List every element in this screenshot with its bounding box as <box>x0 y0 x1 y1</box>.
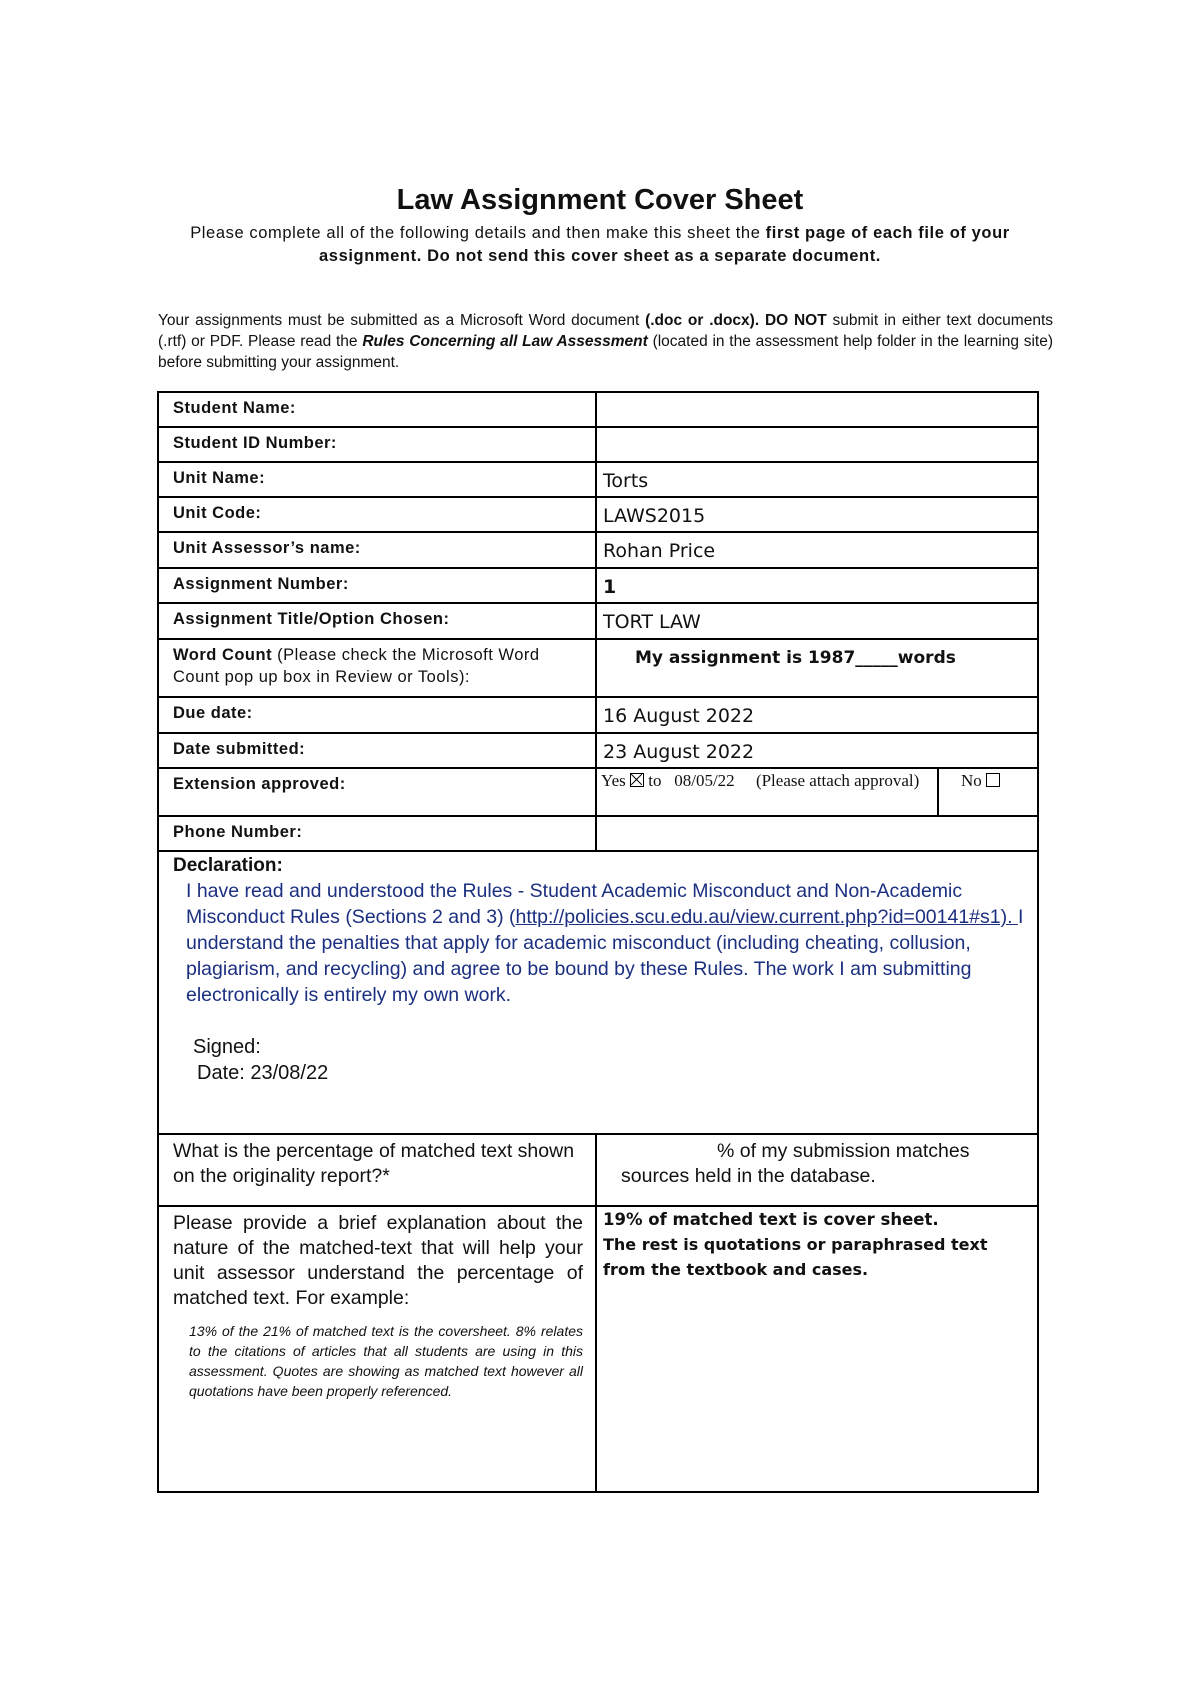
student-id-field[interactable] <box>596 427 1038 462</box>
word-count-title: Word Count <box>173 646 273 664</box>
explanation-answer-line-2: The rest is quotations or paraphrased text from the textbook and cases. <box>603 1235 988 1279</box>
row-assignment-title <box>158 603 1038 639</box>
row-word-count <box>158 639 1038 697</box>
assessor-label: Unit Assessor’s name: <box>158 532 596 568</box>
row-unit-code <box>158 497 1038 532</box>
explanation-answer[interactable] <box>596 1206 1038 1492</box>
row-matched-text <box>158 1134 1038 1206</box>
assignment-title-label: Assignment Title/Option Chosen: <box>158 603 596 639</box>
explanation-question: Please provide a brief explanation about the nature of the matched-text that will help your unit assessor understand the percentage of matched text. For example: <box>173 1212 583 1309</box>
row-extension <box>158 768 1038 816</box>
signed-line[interactable]: Signed: <box>193 1036 261 1058</box>
declaration-text-2: I understand the penalties that apply for academic misconduct (including cheating, collusion, plagiarism, and recycling) and agree to be bound by these Rules. The work I am submitting electronically is entirely my own work. <box>186 906 1024 1006</box>
declaration-text-1: I have read and understood the Rules - Student Academic Misconduct and Non-Academic Misconduct Rules (Sections 2 and 3) ( <box>186 880 963 928</box>
due-date-field[interactable]: 16 August 2022 <box>596 697 1038 733</box>
unit-code-label: Unit Code: <box>158 497 596 532</box>
extension-no-cell <box>938 768 1038 816</box>
row-date-submitted <box>158 733 1038 768</box>
student-name-field[interactable] <box>596 392 1038 427</box>
notice-format-emphasis: (.doc or .docx). DO NOT <box>645 312 827 329</box>
extension-yes-label: Yes <box>601 771 626 790</box>
row-due-date <box>158 697 1038 733</box>
student-id-label: Student ID Number: <box>158 427 596 462</box>
intro-text: Please complete all of the following details and then make this sheet the <box>190 224 766 242</box>
extension-no-label: No <box>961 771 982 790</box>
extension-yes-checkbox-checked[interactable] <box>630 773 644 787</box>
assignment-number-field[interactable]: 1 <box>596 568 1038 603</box>
rules-reference: Rules Concerning all Law Assessment <box>362 333 648 350</box>
extension-no-checkbox[interactable] <box>986 773 1000 787</box>
extension-note: (Please attach approval) <box>755 771 920 790</box>
notice-part-3: submit in either text documents (.rtf) or PDF. Please read the <box>158 312 1054 350</box>
notice-part-1: Your assignments must be submitted as a Microsoft Word document <box>158 312 646 329</box>
row-explanation <box>158 1206 1038 1492</box>
matched-answer[interactable] <box>596 1134 1038 1206</box>
row-assignment-number <box>158 568 1038 603</box>
extension-date[interactable]: 08/05/22 <box>674 771 735 790</box>
page-title: Law Assignment Cover Sheet <box>396 184 804 216</box>
assignment-number-label: Assignment Number: <box>158 568 596 603</box>
row-assessor <box>158 532 1038 568</box>
notice-part-5: (located in the assessment help folder in the learning site) before submitting your assignment. <box>158 333 1053 371</box>
explanation-question-cell <box>158 1206 596 1492</box>
matched-question: What is the percentage of matched text shown on the originality report?* <box>158 1134 596 1206</box>
row-student-name <box>158 392 1038 427</box>
date-line[interactable]: Date: 23/08/22 <box>197 1062 329 1084</box>
phone-label: Phone Number: <box>158 816 596 851</box>
matched-answer-line-1: % of my submission matches <box>717 1140 970 1162</box>
word-count-label <box>158 639 596 697</box>
submission-notice <box>158 310 1053 373</box>
extension-to-label: to <box>648 771 662 790</box>
due-date-label: Due date: <box>158 697 596 733</box>
unit-name-field[interactable]: Torts <box>596 462 1038 497</box>
declaration-text <box>173 878 1025 1008</box>
explanation-answer-line-1: 19% of matched text is cover sheet. <box>603 1210 939 1229</box>
declaration-title: Declaration: <box>173 855 283 876</box>
extension-yes-cell <box>596 768 938 816</box>
intro-instructions <box>175 222 1025 268</box>
policy-link[interactable]: http://policies.scu.edu.au/view.current.php?id=00141#s1). <box>515 906 1018 928</box>
extension-label: Extension approved: <box>158 768 596 816</box>
explanation-example: 13% of the 21% of matched text is the coversheet. 8% relates to the citations of articles that all students are using in this assessment. Quotes are showing as matched text however all quotations have been properly referenced. <box>189 1323 583 1399</box>
word-count-field[interactable]: My assignment is 1987_____words <box>596 639 1038 697</box>
word-count-note: (Please check the Microsoft Word Count pop up box in Review or Tools): <box>173 646 540 686</box>
row-phone <box>158 816 1038 851</box>
unit-name-label: Unit Name: <box>158 462 596 497</box>
row-unit-name <box>158 462 1038 497</box>
intro-emphasis: first page of each file of your assignment. Do not send this cover sheet as a separate document. <box>319 224 1010 265</box>
assignment-title-field[interactable]: TORT LAW <box>596 603 1038 639</box>
row-declaration <box>158 851 1038 1134</box>
declaration-cell <box>158 851 1038 1134</box>
date-submitted-field[interactable]: 23 August 2022 <box>596 733 1038 768</box>
student-name-label: Student Name: <box>158 392 596 427</box>
phone-field[interactable] <box>596 816 1038 851</box>
unit-code-field[interactable]: LAWS2015 <box>596 497 1038 532</box>
cover-sheet-table <box>157 391 1039 1493</box>
matched-answer-line-2: sources held in the database. <box>621 1165 876 1187</box>
date-submitted-label: Date submitted: <box>158 733 596 768</box>
assessor-field[interactable]: Rohan Price <box>596 532 1038 568</box>
row-student-id <box>158 427 1038 462</box>
